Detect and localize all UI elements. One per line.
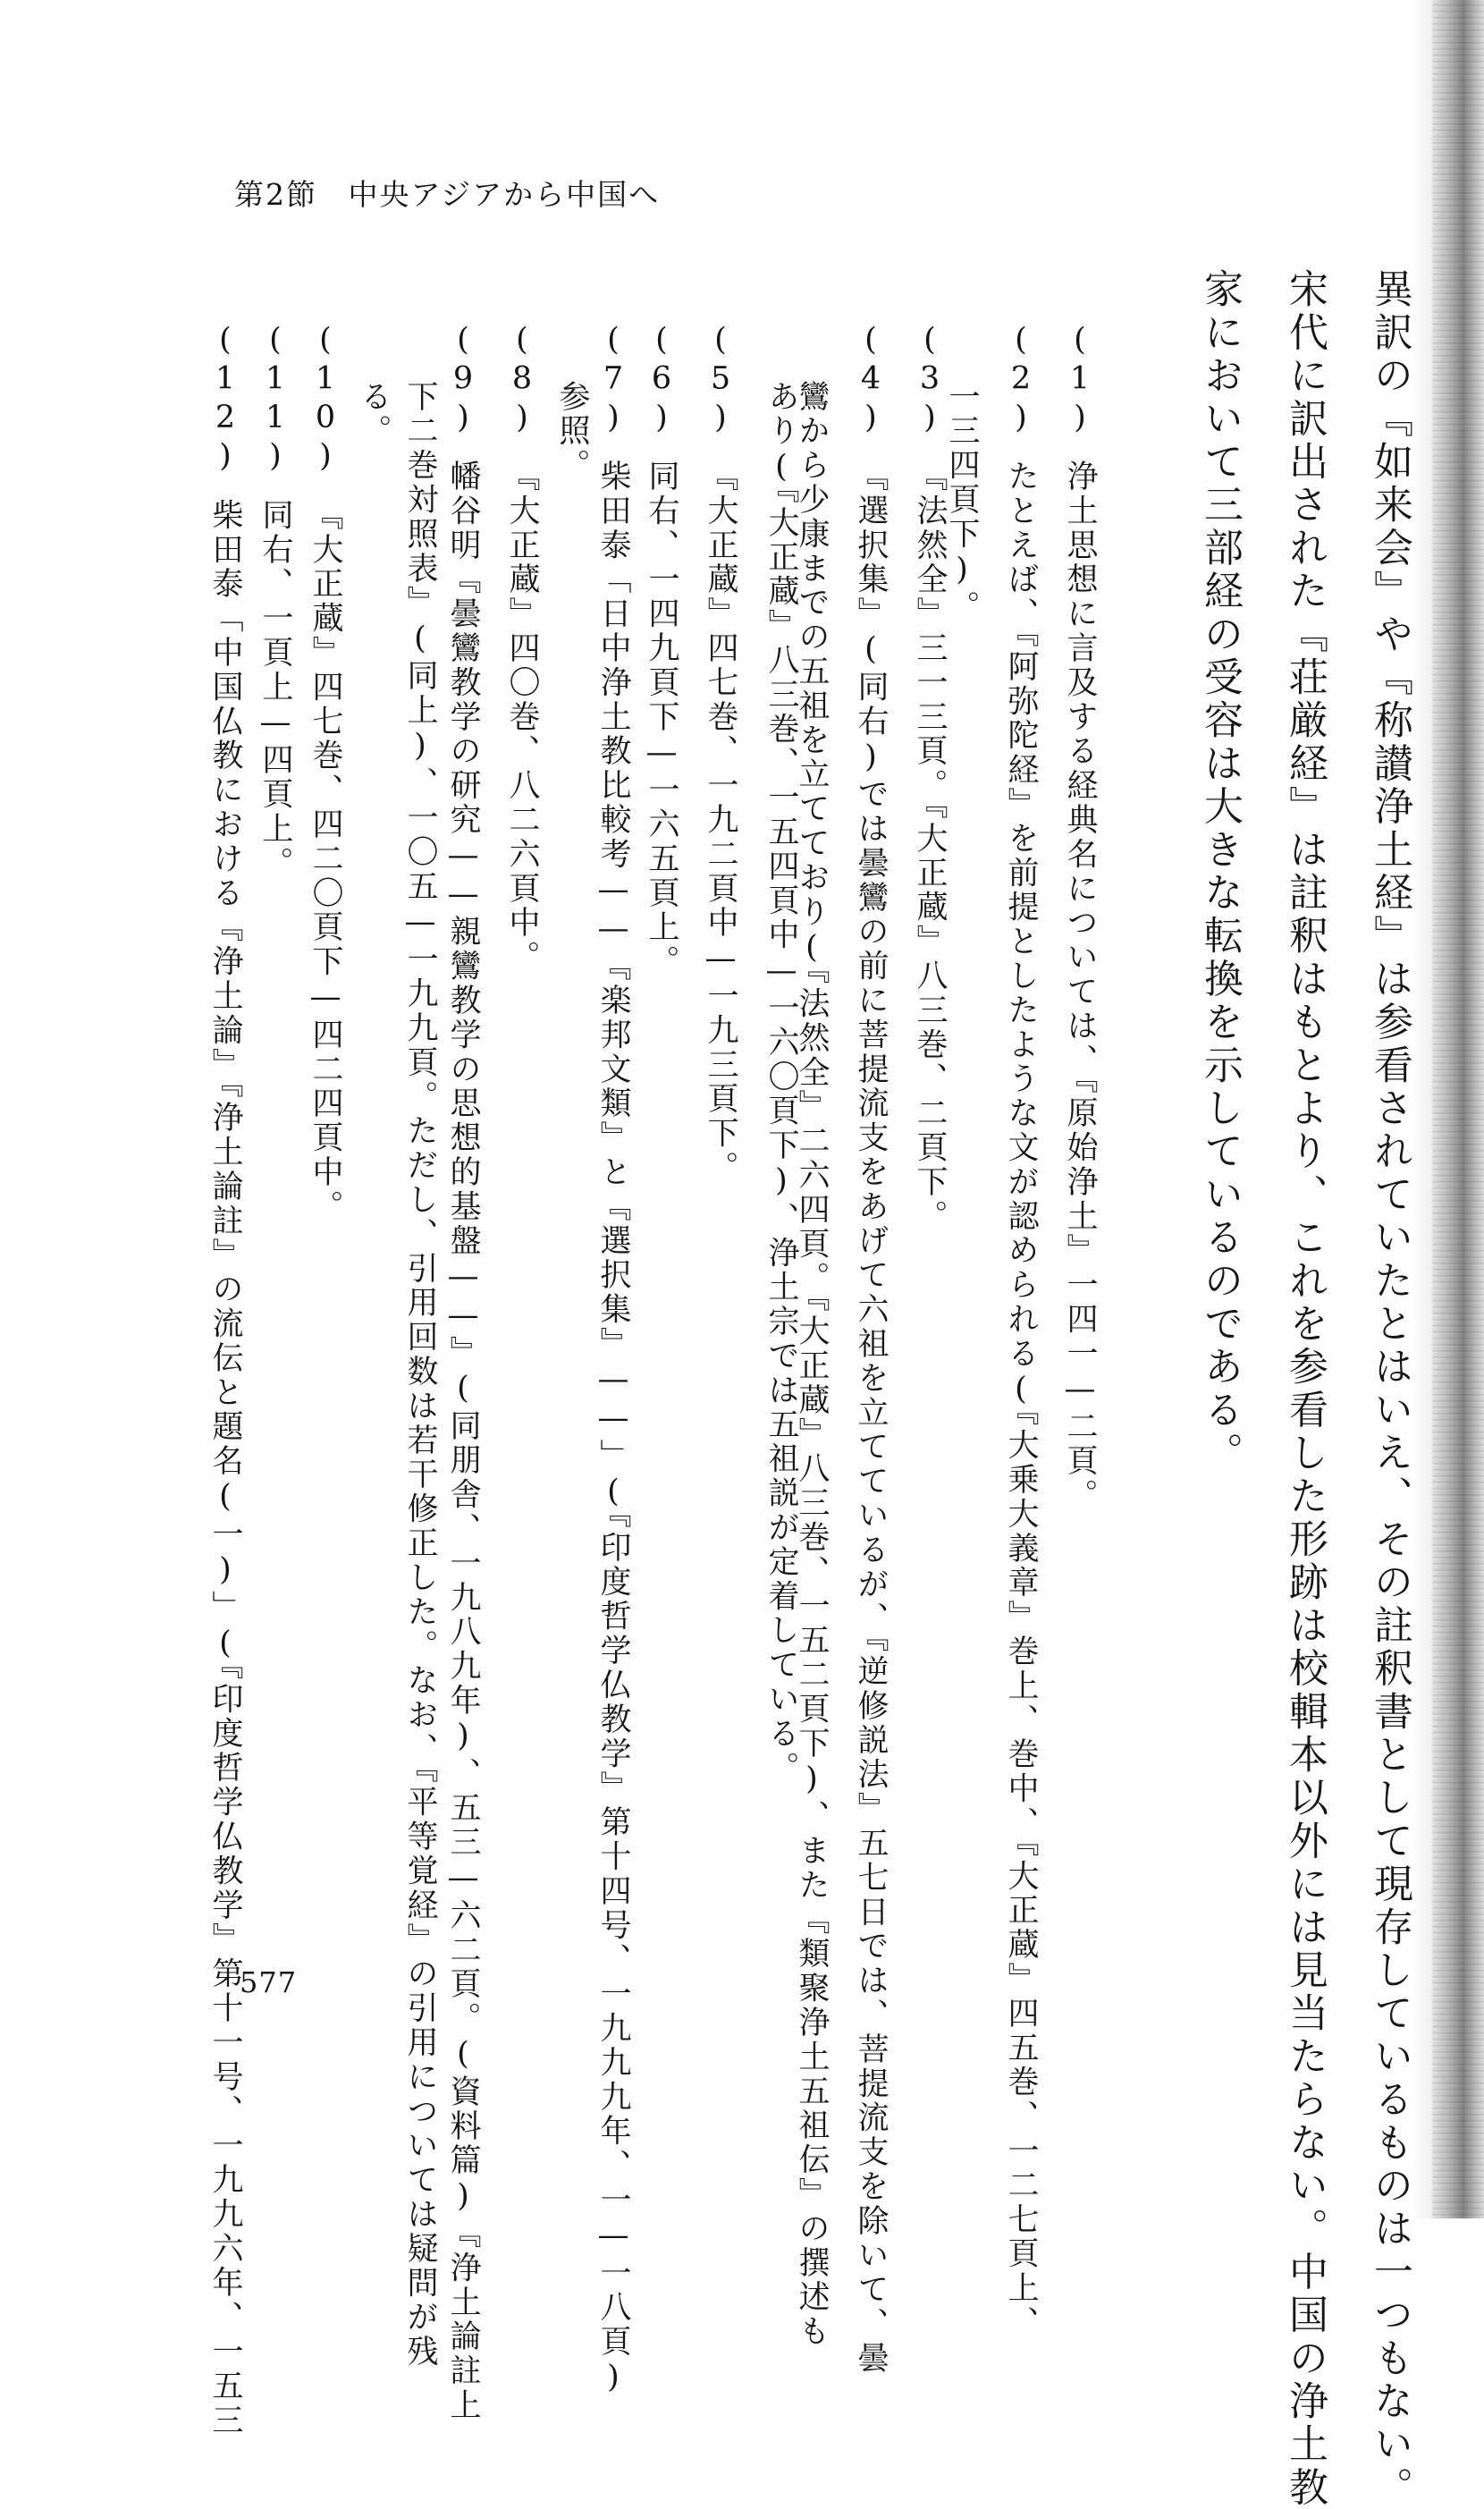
note-text: 同右、一頁上—四頁上。 <box>257 498 293 882</box>
note-text: 同右、一四九頁下—一六五頁上。 <box>644 460 679 980</box>
note-item <box>645 322 677 979</box>
note-item <box>1003 322 1039 2341</box>
note-number: (5) <box>703 322 738 439</box>
note-continuation: 一三四頁下)。 <box>944 380 980 625</box>
note-continuation: 参照。 <box>554 380 590 484</box>
note-text: 『大正蔵』四七巻、四二〇頁下—四二四頁中。 <box>308 498 343 1225</box>
note-number: (8) <box>504 322 540 439</box>
note-item <box>504 322 540 976</box>
note-number: (10) <box>308 322 343 477</box>
body-line: 家において三部経の受容は大きな転換を示しているのである。 <box>1197 268 1243 1475</box>
note-text: 幡谷明『曇鸞教学の研究——親鸞教学の思想的基盤——』(同朋舎、一九八九年)、五三—六二頁。(資料篇)『浄土論註上 <box>445 460 481 2423</box>
note-item <box>853 322 889 2377</box>
body-line: 宋代に訳出された『荘厳経』は註釈はもとより、これを参看した形跡は校輯本以外には見当たらない。中国の浄土教 <box>1282 268 1328 2509</box>
note-number: (6) <box>644 322 679 439</box>
note-number: (12) <box>207 322 243 477</box>
note-text: 『選択集』(同右)では曇鸞の前に菩提流支をあげて六祖を立てているが、『逆修説法』五七日では、菩提流支を除いて、曇 <box>853 460 889 2377</box>
note-text: たとえば、『阿弥陀経』を前提としたような文が認められる(『大乗大義章』巻上、巻中、『大正蔵』四五巻、一二七頁上、 <box>1003 460 1039 2341</box>
note-number: (2) <box>1003 322 1039 439</box>
note-number: (7) <box>595 322 631 439</box>
note-item <box>445 322 481 2423</box>
section-title: 中央アジアから中国へ <box>348 177 661 212</box>
note-item <box>704 322 736 1186</box>
section-number: 第2節 <box>234 177 317 212</box>
note-number: (9) <box>445 322 481 439</box>
note-continuation: 下二巻対照表』(同上)、一〇五—一九九頁。ただし、引用回数は若干修正した。なお、『平等覚経』の引用については疑問が残 <box>402 380 438 2370</box>
running-head <box>234 172 660 214</box>
note-text: 『法然全』三一三頁。『大正蔵』八三巻、二頁下。 <box>912 460 948 1234</box>
note-item <box>207 322 243 2438</box>
note-item <box>595 322 631 2399</box>
note-text: 『大正蔵』四七巻、一九二頁中—一九三頁下。 <box>703 460 738 1186</box>
binding-edge <box>1432 0 1484 2218</box>
page-number: 577 <box>240 1965 298 1999</box>
note-item <box>309 322 341 1224</box>
note-item <box>259 322 291 881</box>
binding-shadow <box>1412 0 1432 2218</box>
note-text: 柴田泰「日中浄土教比較考——『楽邦文類』と『選択集』——」(『印度哲学仏教学』第十四号、一九九九年、一—一八頁) <box>595 460 631 2399</box>
note-number: (11) <box>257 322 293 477</box>
note-number: (4) <box>853 322 889 439</box>
note-continuation: る。 <box>356 380 392 449</box>
note-text: 柴田泰「中国仏教における『浄土論』『浄土論註』の流伝と題名(一)」(『印度哲学仏教学』第十一号、一九九六年、一五三 <box>207 498 243 2438</box>
body-line: 異訳の『如来会』や『称讃浄土経』は参看されていたとはいえ、その註釈書として現存しているものは一つもない。 <box>1367 268 1412 2509</box>
note-number: (1) <box>1062 322 1098 439</box>
note-text: 浄土思想に言及する経典名については、『原始浄土』一四一—二頁。 <box>1062 460 1098 1514</box>
note-continuation: 鸞から少康までの五祖を立てており(『法然全』二六四頁。『大正蔵』八三巻、一五二頁下)、また『類聚浄土五祖伝』の撰述も <box>794 380 830 2350</box>
note-item <box>912 322 948 1234</box>
note-text: 『大正蔵』四〇巻、八二六頁中。 <box>504 460 540 976</box>
note-item <box>1062 322 1098 1514</box>
note-continuation: あり(『大正蔵』八三巻、一五四頁中—一六〇頁下)、浄土宗では五祖説が定着している。 <box>763 380 799 1786</box>
note-number: (3) <box>912 322 948 439</box>
